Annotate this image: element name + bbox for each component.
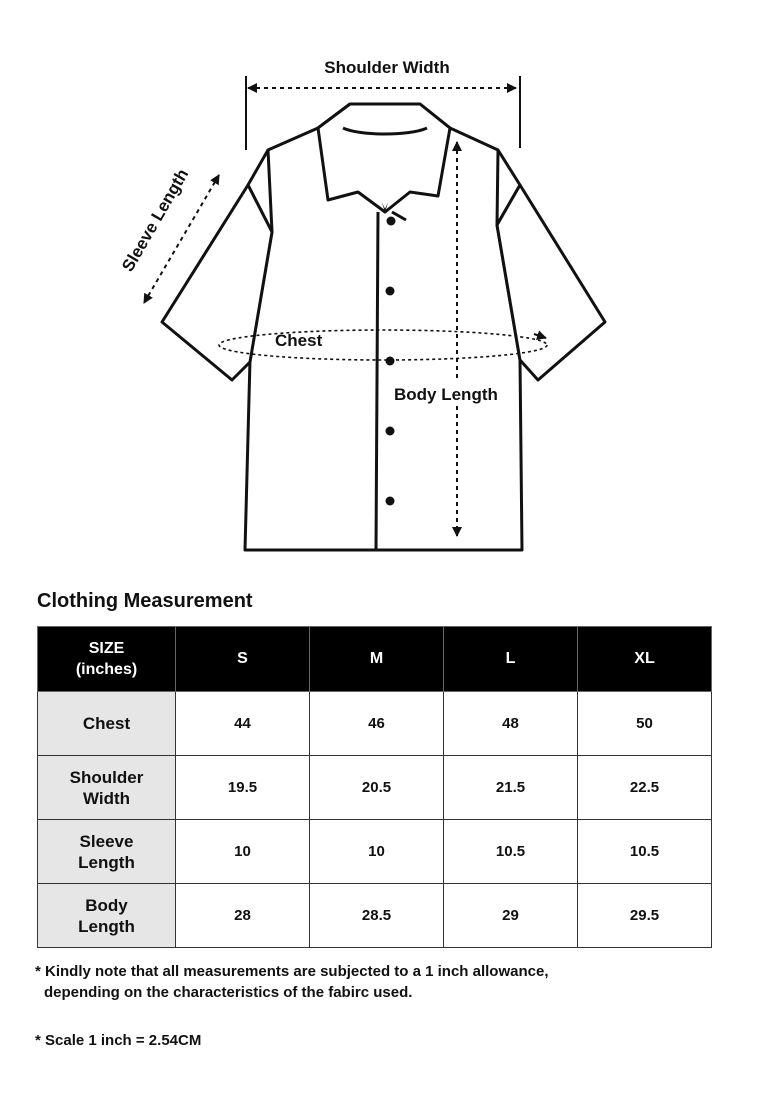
- table-cell: 10.5: [444, 820, 578, 884]
- table-row-sleeve-length: [38, 820, 712, 884]
- row-label-text: Shoulder: [69, 767, 144, 787]
- allowance-note-line2: depending on the characteristics of the fabirc used.: [44, 984, 413, 1001]
- table-cell: 10: [310, 820, 444, 884]
- chest-label: Chest: [275, 331, 323, 350]
- size-column-m: M: [310, 627, 444, 692]
- scale-note: * Scale 1 inch = 2.54CM: [35, 1032, 202, 1049]
- row-label-text: Length: [78, 916, 135, 936]
- button-dot: [387, 217, 396, 226]
- row-label-text: Sleeve: [79, 831, 134, 851]
- table-cell: 29: [444, 884, 578, 948]
- table-cell: 28: [176, 884, 310, 948]
- row-label-sleeve-length: [38, 820, 176, 884]
- size-column-xl: XL: [578, 627, 712, 692]
- table-cell: 21.5: [444, 756, 578, 820]
- button-dot: [386, 357, 395, 366]
- table-cell: 10.5: [578, 820, 712, 884]
- row-label-chest: [38, 692, 176, 756]
- table-header-row: [38, 627, 712, 692]
- section-title: Clothing Measurement: [37, 590, 253, 612]
- size-unit-header: [38, 627, 176, 692]
- table-cell: 22.5: [578, 756, 712, 820]
- table-cell: 46: [310, 692, 444, 756]
- table-row-body-length: [38, 884, 712, 948]
- table-row-shoulder-width: [38, 756, 712, 820]
- table-cell: 28.5: [310, 884, 444, 948]
- table-cell: 20.5: [310, 756, 444, 820]
- table-cell: 44: [176, 692, 310, 756]
- row-label-text: Length: [78, 852, 135, 872]
- size-chart-table: [37, 626, 712, 948]
- size-column-l: L: [444, 627, 578, 692]
- table-cell: 10: [176, 820, 310, 884]
- button-dot: [386, 497, 395, 506]
- body-length-label: Body Length: [394, 385, 498, 404]
- row-label-text: Width: [82, 788, 131, 808]
- size-header-line2: (inches): [75, 661, 138, 678]
- size-header-line1: SIZE: [88, 640, 125, 657]
- table-cell: 29.5: [578, 884, 712, 948]
- row-label-text: Chest: [82, 714, 131, 733]
- table-cell: 50: [578, 692, 712, 756]
- size-column-s: S: [176, 627, 310, 692]
- table-row-chest: [38, 692, 712, 756]
- table-cell: 48: [444, 692, 578, 756]
- table-cell: 19.5: [176, 756, 310, 820]
- allowance-note-line1: * Kindly note that all measurements are subjected to a 1 inch allowance,: [35, 963, 549, 980]
- allowance-note: [35, 961, 735, 1003]
- row-label-shoulder-width: [38, 756, 176, 820]
- row-label-body-length: [38, 884, 176, 948]
- sleeve-length-label: Sleeve Length: [118, 165, 193, 275]
- row-label-text: Body: [85, 895, 128, 915]
- button-dot: [386, 427, 395, 436]
- shirt-outline: [162, 104, 605, 550]
- shoulder-width-label: Shoulder Width: [324, 58, 450, 77]
- button-dot: [386, 287, 395, 296]
